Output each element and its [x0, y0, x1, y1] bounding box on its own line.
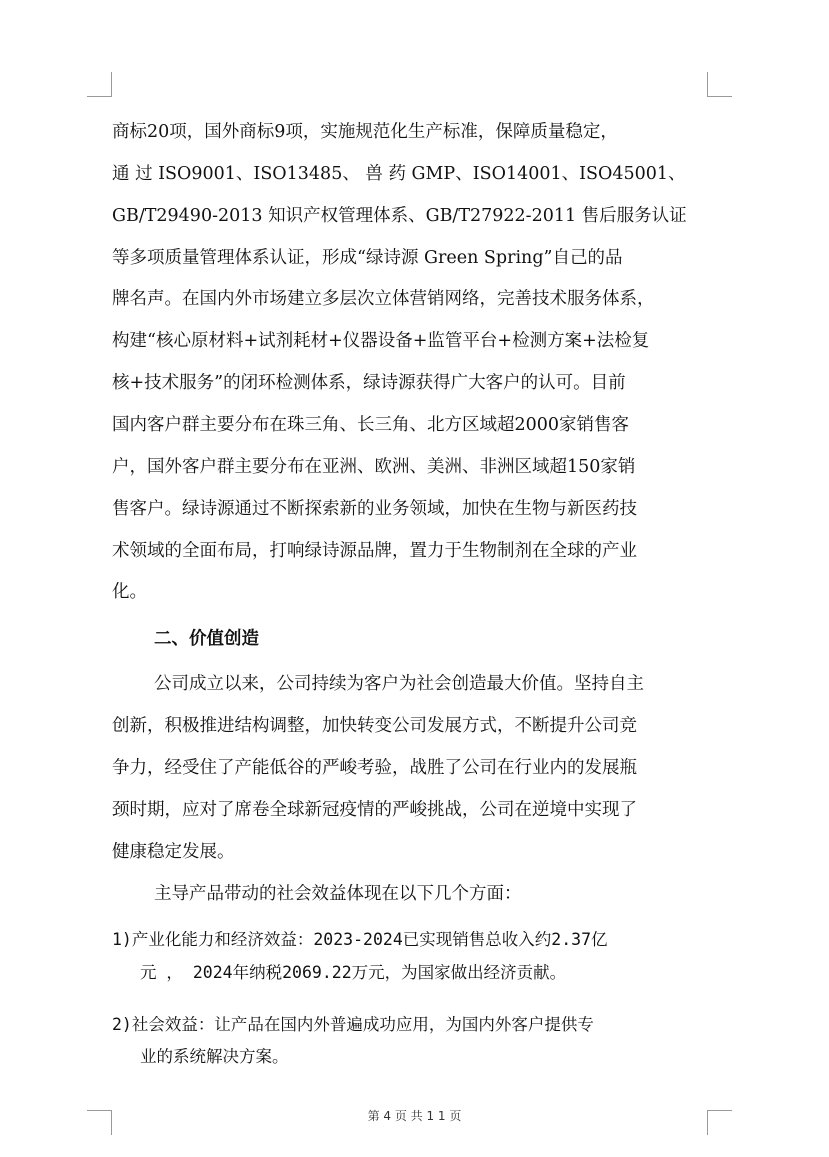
list-item-1-line-1: 1)产业化能力和经济效益：2023-2024已实现销售总收入约2.37亿: [112, 930, 608, 949]
body-line: 通 过 ISO9001、ISO13485、 兽 药 GMP、ISO14001、ISO45001、: [112, 164, 686, 184]
section-paragraph-line: 创新，积极推进结构调整，加快转变公司发展方式，不断提升公司竞: [112, 716, 637, 736]
body-line: 商标20项，国外商标9项，实施规范化生产标准，保障质量稳定，: [112, 122, 618, 142]
list-item-2-line-2: 业的系统解决方案。: [140, 1047, 289, 1066]
page-corner-mark-top-right: [707, 72, 732, 97]
body-line: 售客户。绿诗源通过不断探索新的业务领域，加快在生物与新医药技: [112, 499, 637, 519]
page-number-footer: 第 4 页 共 1 1 页: [367, 1109, 462, 1123]
body-line: 牌名声。在国内外市场建立多层次立体营销网络，完善技术服务体系，: [112, 289, 655, 309]
body-line: 术领域的全面布局，打响绿诗源品牌，置力于生物制剂在全球的产业: [112, 541, 637, 561]
body-line: 等多项质量管理体系认证，形成“绿诗源 Green Spring”自己的品: [112, 248, 623, 268]
intro-line: 主导产品带动的社会效益体现在以下几个方面：: [154, 884, 522, 904]
section-paragraph-line: 颈时期，应对了席卷全球新冠疫情的严峻挑战，公司在逆境中实现了: [112, 800, 637, 820]
body-line: 国内客户群主要分布在珠三角、长三角、北方区域超2000家销售客: [112, 415, 630, 435]
section-paragraph-line: 争力，经受住了产能低谷的严峻考验，战胜了公司在行业内的发展瓶: [112, 758, 637, 778]
list-item-1-line-2: 元 ， 2024年纳税2069.22万元，为国家做出经济贡献。: [140, 963, 567, 982]
section-paragraph-line: 健康稳定发展。: [112, 842, 235, 862]
body-line: GB/T29490-2013 知识产权管理体系、GB/T27922-2011 售后服务认证: [112, 206, 687, 226]
body-line: 化。: [112, 582, 147, 602]
body-line: 核+技术服务”的闭环检测体系，绿诗源获得广大客户的认可。目前: [112, 373, 626, 393]
list-item-2-line-1: 2)社会效益：让产品在国内外普遍成功应用，为国内外客户提供专: [112, 1015, 594, 1034]
body-line: 户，国外客户群主要分布在亚洲、欧洲、美洲、非洲区域超150家销: [112, 457, 636, 477]
body-line: 构建“核心原材料+试剂耗材+仪器设备+监管平台+检测方案+法检复: [112, 331, 650, 351]
section-heading: 二、价值创造: [154, 629, 259, 649]
section-paragraph-line: 公司成立以来，公司持续为客户为社会创造最大价值。坚持自主: [154, 674, 644, 694]
page-corner-mark-top-left: [87, 72, 112, 97]
